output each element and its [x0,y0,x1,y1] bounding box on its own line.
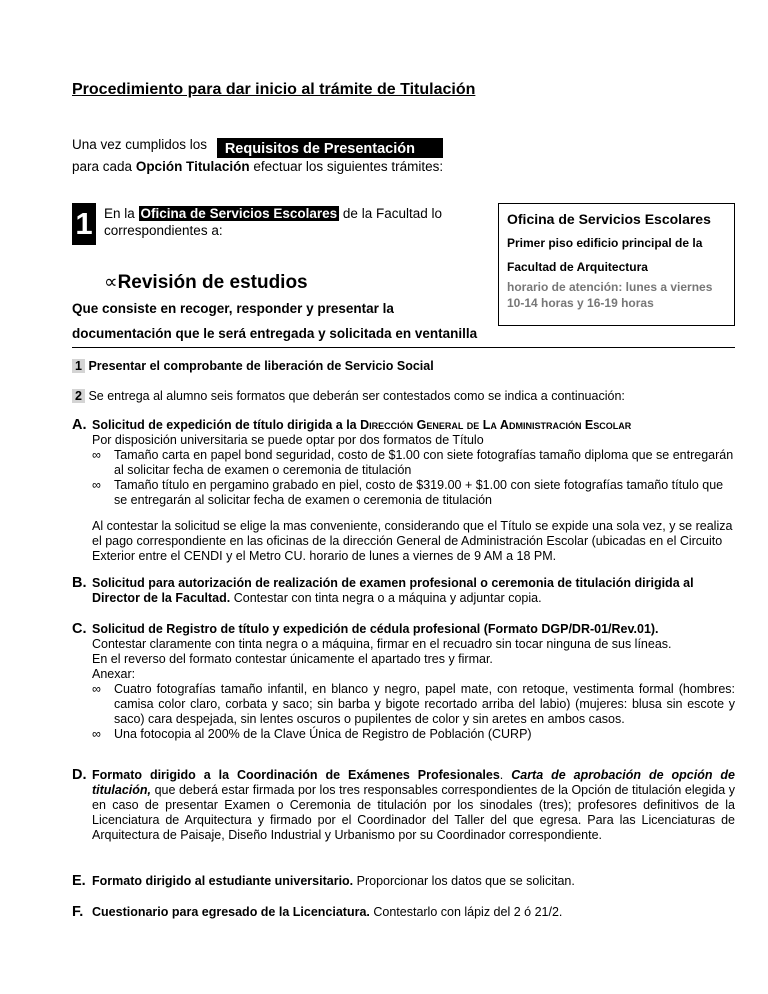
bullet-icon: ∞ [92,448,101,462]
bullet-text: Una fotocopia al 200% de la Clave Única de Registro de Población (CURP) [114,727,532,741]
bullet-icon: ∞ [92,682,101,696]
section-d-letter: D. [72,767,87,783]
point-2 [72,389,625,403]
opcion-titulacion-label: Opción Titulación [135,159,250,174]
section-a-letter: A. [72,417,87,433]
section-b-heading: Solicitud para autorización de realización de examen profesional o ceremonia de titulación dirigida al Director de la Facultad. [92,576,694,605]
section-c-line1: Contestar claramente con tinta negra o a máquina, firmar en el recuadro sin tocar ninguna de sus líneas. [92,637,672,651]
section-c-bullets [92,682,735,742]
section-e [72,874,735,889]
bullet-text: Tamaño título en pergamino grabado en piel, costo de $319.00 + $1.00 con siete fotografías tamaño título que se entregarán al solicitar fecha de examen o ceremonia de titulación [114,478,724,507]
section-f-letter: F. [72,904,84,920]
section-e-letter: E. [72,873,86,889]
point-1-number: 1 [72,359,85,373]
section-e-text: Proporcionar los datos que se solicitan. [356,874,575,888]
section-b-letter: B. [72,575,87,591]
intro-line2-prefix: para cada [72,159,133,174]
point-1-text: Presentar el comprobante de liberación de Servicio Social [88,359,434,373]
list-item [92,727,735,742]
step-suffix: de la Facultad lo correspondientes a: [104,206,442,238]
section-f-text: Contestarlo con lápiz del 2 ó 21/2. [373,905,563,919]
page-title: Procedimiento para dar inicio al trámite de Titulación [72,81,476,98]
bullet-icon: ∞ [92,727,101,741]
proportional-icon: ∝ [104,272,118,293]
section-d-dot: . [499,768,504,782]
section-a-heading [92,418,735,433]
section-b [72,576,735,606]
office-box-hours-2: 10-14 horas y 16-19 horas [507,296,654,310]
list-item [92,682,735,727]
requisitos-label-box: Requisitos de Presentación [217,138,443,158]
bullet-text: Tamaño carta en papel bond seguridad, costo de $1.00 con siete fotografías tamaño diploma que se entregarán al solicitar fecha de examen o ceremonia de titulación [114,448,734,477]
intro-line2-suffix: efectuar los siguientes trámites: [253,159,444,174]
section-d [72,768,735,843]
revision-heading [104,271,308,294]
section-c [72,622,735,742]
office-box-address: Primer piso edificio principal de la Facultad de Arquitectura [507,236,703,274]
section-a-line: Por disposición universitaria se puede optar por dos formatos de Título [92,433,484,447]
step-description [104,205,474,239]
bullet-icon: ∞ [92,478,101,492]
section-c-line2: En el reverso del formato contestar únicamente el apartado tres y firmar. [92,652,493,666]
step-number-badge: 1 [72,203,96,245]
list-item [92,478,735,508]
section-d-text: que deberá estar firmada por los tres responsables correspondientes de la Opción de titulación elegida y en caso de presentar Examen o Ceremonia de titulación por los sinodales (tres); profesores definitivos de la Licenciatura de Arquitectura y firmado por el Coordinador del Taller del que egresa. Para las Licenciaturas de Arquitectura de Paisaje, Diseño Industrial y Urbanismo por su Coordinador correspondiente. [92,783,735,842]
section-a-heading-sc: Dirección General de La Administración Escolar [360,418,632,432]
section-a-paragraph: Al contestar la solicitud se elige la mas conveniente, considerando que el Título se expide una sola vez, y se realiza el pago correspondiente en las oficinas de la dirección General de Administración Escolar (ubicadas en el Circuito Exterior entre el CENDI y el Metro CU. horario de lunes a viernes de 9 AM a 18 PM. [92,519,733,563]
section-e-heading: Formato dirigido al estudiante universitario. [92,874,354,888]
intro-line-1 [72,137,443,158]
intro-prefix: Una vez cumplidos los [72,137,208,152]
office-info-box [498,203,735,326]
section-b-text: Contestar con tinta negra o a máquina y adjuntar copia. [233,591,542,605]
point-1 [72,359,434,373]
office-highlight: Oficina de Servicios Escolares [140,206,338,221]
section-d-heading: Formato dirigido a la Coordinación de Exámenes Profesionales [92,768,500,782]
point-2-text: Se entrega al alumno seis formatos que deberán ser contestados como se indica a continuación: [88,389,625,403]
point-2-number: 2 [72,389,85,403]
section-a [72,418,735,508]
section-f [72,905,735,920]
section-c-heading: Solicitud de Registro de título y expedición de cédula profesional (Formato DGP/DR-01/Rev.01). [92,622,659,636]
section-f-heading: Cuestionario para egresado de la Licenciatura. [92,905,370,919]
list-item [92,448,735,478]
intro-line-2 [72,159,443,174]
section-d-carta: Carta de aprobación de opción de titulación, [92,768,735,797]
step-prefix: En la [104,206,135,221]
office-box-hours-1: horario de atención: lunes a viernes [507,280,713,294]
section-c-line3: Anexar: [92,667,136,681]
section-a-heading-prefix: Solicitud de expedición de título dirigida a la [92,418,357,432]
office-box-title: Oficina de Servicios Escolares [507,211,711,227]
revision-title: Revisión de estudios [117,272,308,293]
consiste-text: Que consiste en recoger, responder y presentar la documentación que le será entregada y solicitada en ventanilla [72,301,478,341]
bullet-text: Cuatro fotografías tamaño infantil, en blanco y negro, papel mate, con retoque, vestimenta formal (hombres: camisa color claro, corbata y saco; sin barba y bigote recortado arriba del labio) (mujeres: blusa sin escote y saco) cara despejada, sin lentes oscuros o pupilentes de color y sin aretes en ambos casos. [114,682,735,726]
section-a-bullets [92,448,735,508]
divider [72,347,735,348]
section-c-letter: C. [72,621,87,637]
